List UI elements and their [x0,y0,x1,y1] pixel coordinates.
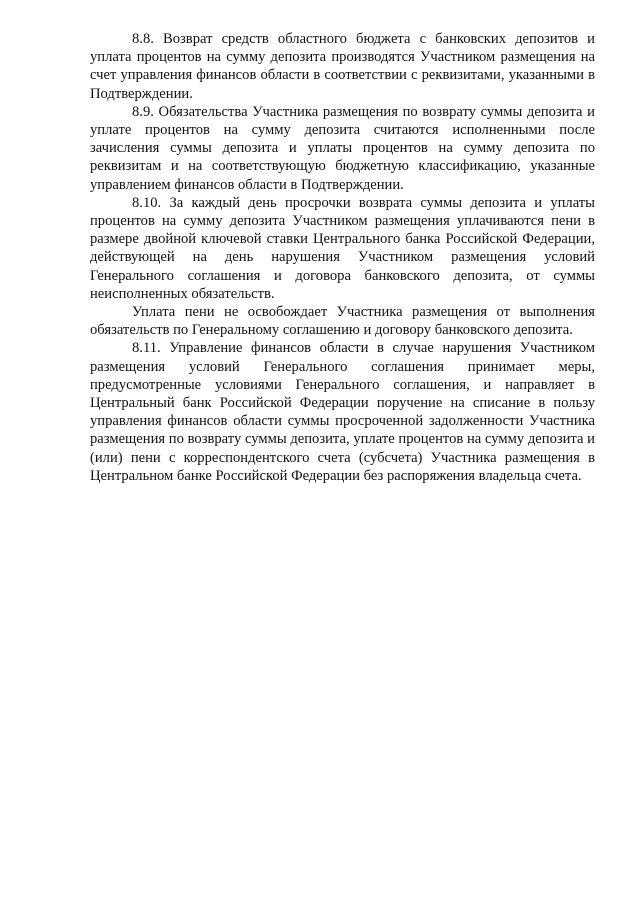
paragraph-8-11: 8.11. Управление финансов области в случае нарушения Участником размещения условий Генерального соглашения принимает меры, предусмотренные условиями Генерального соглашения, и направляет в Центральный банк Российской Федерации поручение на списание в пользу управления финансов области суммы просроченной задолженности Участника размещения по возврату суммы депозита, уплате процентов на сумму депозита и (или) пени с корреспондентского счета (субсчета) Участника размещения в Центральном банке Российской Федерации без распоряжения владельца счета. [90,340,595,484]
paragraph-8-10: 8.10. За каждый день просрочки возврата суммы депозита и уплаты процентов на сумму депозита Участником размещения уплачиваются пени в размере двойной ключевой ставки Центрального банка Российской Федерации, действующей на день нарушения Участником размещения условий Генерального соглашения и договора банковского депозита, от суммы неисполненных обязательств. [90,194,595,302]
document-page [90,30,595,485]
paragraph-8-9: 8.9. Обязательства Участника размещения по возврату суммы депозита и уплате процентов на сумму депозита считаются исполненными после зачисления суммы депозита и уплаты процентов на сумму депозита по реквизитам и на соответствующую бюджетную классификацию, указанные управлением финансов области в Подтверждении. [90,103,595,193]
paragraph-penalty-payment: Уплата пени не освобождает Участника размещения от выполнения обязательств по Генеральному соглашению и договору банковского депозита. [90,304,595,339]
paragraph-8-8: 8.8. Возврат средств областного бюджета с банковских депозитов и уплата процентов на сумму депозита производятся Участником размещения на счет управления финансов области в соответствии с реквизитами, указанными в Подтверждении. [90,31,595,102]
